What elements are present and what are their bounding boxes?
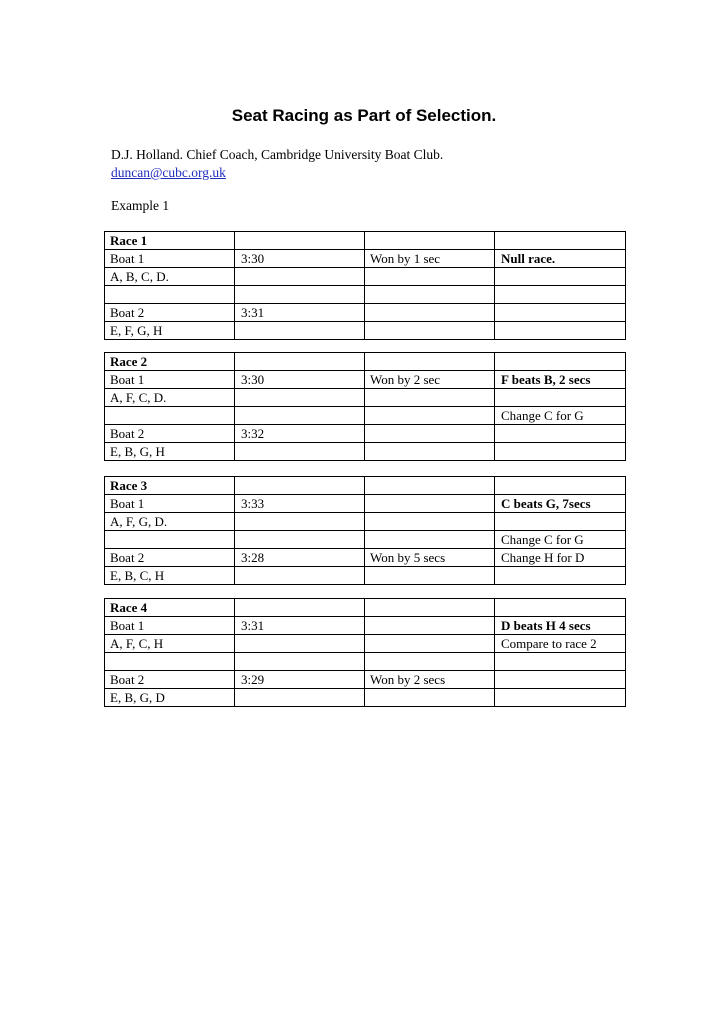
table-row [105, 549, 626, 567]
race-result: Null race. [495, 250, 626, 268]
table-cell [235, 268, 365, 286]
table-cell [235, 389, 365, 407]
race-margin: Won by 2 secs [365, 671, 495, 689]
race-label: Race 2 [105, 353, 235, 371]
table-cell [495, 653, 626, 671]
boat-label: Boat 1 [105, 617, 235, 635]
table-cell [365, 653, 495, 671]
table-cell [235, 322, 365, 340]
table-row [105, 425, 626, 443]
table-cell [235, 443, 365, 461]
table-cell [365, 599, 495, 617]
table-cell [365, 635, 495, 653]
boat-label: Boat 2 [105, 304, 235, 322]
race-time: 3:28 [235, 549, 365, 567]
table-cell [365, 443, 495, 461]
race-margin [365, 495, 495, 513]
table-cell [495, 477, 626, 495]
table-row [105, 689, 626, 707]
table-cell [365, 477, 495, 495]
table-cell [105, 286, 235, 304]
table-cell [235, 635, 365, 653]
race-margin [365, 425, 495, 443]
crew-list: A, F, C, D. [105, 389, 235, 407]
result-note: Compare to race 2 [495, 635, 626, 653]
table-row [105, 513, 626, 531]
table-row [105, 286, 626, 304]
boat-label: Boat 2 [105, 425, 235, 443]
crew-list: E, F, G, H [105, 322, 235, 340]
table-cell [235, 477, 365, 495]
boat-label: Boat 1 [105, 371, 235, 389]
table-cell [495, 304, 626, 322]
table-cell [495, 268, 626, 286]
table-row [105, 371, 626, 389]
author-line: D.J. Holland. Chief Coach, Cambridge University Boat Club. [111, 147, 444, 162]
table-cell [495, 353, 626, 371]
table-row [105, 407, 626, 425]
table-cell [495, 671, 626, 689]
table-row [105, 671, 626, 689]
race-table-4 [104, 598, 626, 707]
race-time: 3:29 [235, 671, 365, 689]
race-margin: Won by 1 sec [365, 250, 495, 268]
table-row [105, 567, 626, 585]
crew-list: E, B, G, H [105, 443, 235, 461]
table-cell [235, 689, 365, 707]
table-cell [495, 599, 626, 617]
table-cell [365, 407, 495, 425]
table-cell [365, 322, 495, 340]
boat-label: Boat 2 [105, 549, 235, 567]
table-cell [365, 286, 495, 304]
race-label: Race 4 [105, 599, 235, 617]
table-row [105, 389, 626, 407]
race-time: 3:30 [235, 371, 365, 389]
table-cell [365, 689, 495, 707]
race-margin: Won by 2 sec [365, 371, 495, 389]
race-table-3 [104, 476, 626, 585]
table-cell [235, 567, 365, 585]
example-heading: Example 1 [111, 198, 170, 213]
table-cell [495, 513, 626, 531]
race-margin: Won by 5 secs [365, 549, 495, 567]
table-row [105, 268, 626, 286]
table-row [105, 477, 626, 495]
race-time: 3:31 [235, 304, 365, 322]
crew-list: A, F, C, H [105, 635, 235, 653]
table-cell [235, 286, 365, 304]
table-row [105, 653, 626, 671]
table-row [105, 232, 626, 250]
crew-list: A, B, C, D. [105, 268, 235, 286]
table-cell [235, 407, 365, 425]
boat-label: Boat 1 [105, 250, 235, 268]
table-cell [365, 567, 495, 585]
race-table-2 [104, 352, 626, 461]
table-cell [495, 425, 626, 443]
race-result: F beats B, 2 secs [495, 371, 626, 389]
table-cell [365, 513, 495, 531]
document-title: Seat Racing as Part of Selection. [231, 106, 497, 125]
table-cell [495, 389, 626, 407]
table-cell [235, 653, 365, 671]
table-row [105, 617, 626, 635]
table-cell [365, 353, 495, 371]
table-cell [365, 389, 495, 407]
table-cell [495, 286, 626, 304]
table-cell [105, 653, 235, 671]
table-cell [495, 232, 626, 250]
table-cell [365, 268, 495, 286]
race-margin [365, 617, 495, 635]
table-cell [235, 353, 365, 371]
table-row [105, 304, 626, 322]
table-cell [235, 599, 365, 617]
race-time: 3:30 [235, 250, 365, 268]
race-label: Race 1 [105, 232, 235, 250]
crew-change: Change C for G [495, 531, 626, 549]
race-time: 3:33 [235, 495, 365, 513]
crew-change: Change H for D [495, 549, 626, 567]
boat-label: Boat 2 [105, 671, 235, 689]
table-row [105, 250, 626, 268]
table-row [105, 443, 626, 461]
table-row [105, 599, 626, 617]
table-row [105, 531, 626, 549]
crew-change: Change C for G [495, 407, 626, 425]
table-cell [495, 567, 626, 585]
email-link[interactable]: duncan@cubc.org.uk [111, 165, 226, 180]
crew-list: E, B, G, D [105, 689, 235, 707]
crew-list: A, F, G, D. [105, 513, 235, 531]
table-row [105, 495, 626, 513]
race-result: D beats H 4 secs [495, 617, 626, 635]
race-time: 3:32 [235, 425, 365, 443]
table-cell [235, 531, 365, 549]
table-cell [495, 689, 626, 707]
table-row [105, 322, 626, 340]
table-cell [105, 531, 235, 549]
table-row [105, 353, 626, 371]
race-label: Race 3 [105, 477, 235, 495]
table-cell [495, 443, 626, 461]
table-cell [235, 513, 365, 531]
race-margin [365, 304, 495, 322]
race-result: C beats G, 7secs [495, 495, 626, 513]
race-table-1 [104, 231, 626, 340]
boat-label: Boat 1 [105, 495, 235, 513]
table-cell [365, 531, 495, 549]
table-cell [365, 232, 495, 250]
table-row [105, 635, 626, 653]
table-cell [105, 407, 235, 425]
crew-list: E, B, C, H [105, 567, 235, 585]
table-cell [495, 322, 626, 340]
race-time: 3:31 [235, 617, 365, 635]
table-cell [235, 232, 365, 250]
